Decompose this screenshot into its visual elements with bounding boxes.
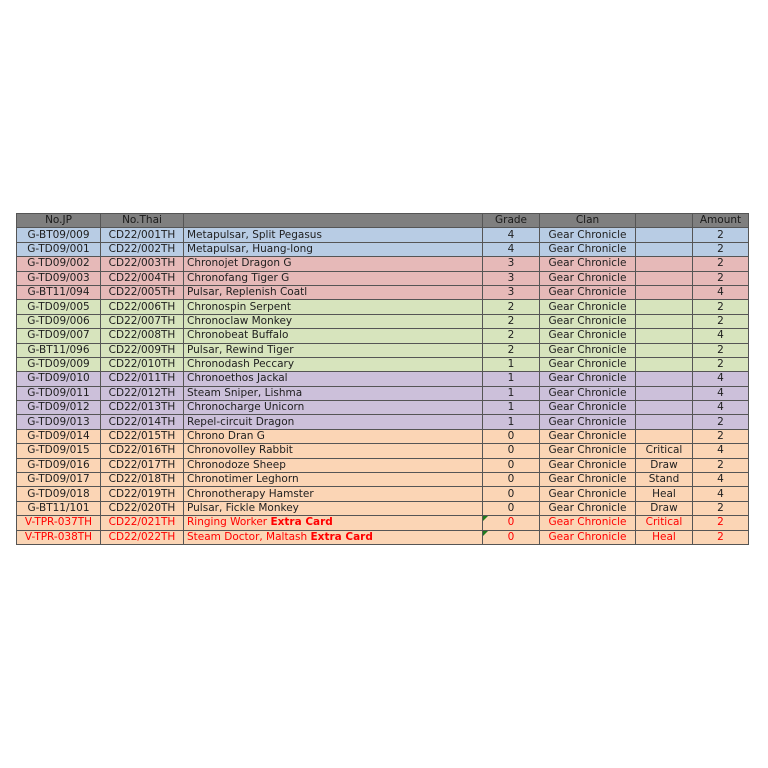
cell-trigger bbox=[636, 372, 693, 386]
card-name-text: Chronodash Peccary bbox=[187, 358, 295, 371]
cell-grade bbox=[483, 401, 540, 415]
card-name-text: Ringing Worker bbox=[187, 516, 268, 529]
cell-trigger bbox=[636, 415, 693, 429]
cell-grade bbox=[483, 458, 540, 472]
cell-clan: Gear Chronicle bbox=[540, 285, 636, 299]
cell-trigger: Heal bbox=[636, 487, 693, 501]
card-name-text: Chronoethos Jackal bbox=[187, 372, 288, 385]
table-row bbox=[17, 429, 749, 443]
cell-comment-flag-icon bbox=[483, 516, 488, 521]
table-row bbox=[17, 257, 749, 271]
card-name-text: Chronodoze Sheep bbox=[187, 458, 286, 471]
table-row bbox=[17, 372, 749, 386]
cell-amount: 2 bbox=[693, 415, 749, 429]
cell-no-thai: CD22/016TH bbox=[101, 444, 184, 458]
cell-clan: Gear Chronicle bbox=[540, 487, 636, 501]
cell-clan: Gear Chronicle bbox=[540, 343, 636, 357]
cell-no-thai: CD22/014TH bbox=[101, 415, 184, 429]
grade-value: 0 bbox=[507, 502, 515, 514]
card-name-text: Pulsar, Rewind Tiger bbox=[187, 343, 294, 356]
cell-card-name bbox=[184, 487, 483, 501]
cell-trigger: Draw bbox=[636, 458, 693, 472]
table-row bbox=[17, 473, 749, 487]
cell-trigger bbox=[636, 386, 693, 400]
cell-amount: 4 bbox=[693, 372, 749, 386]
cell-clan: Gear Chronicle bbox=[540, 357, 636, 371]
cell-grade bbox=[483, 429, 540, 443]
cell-grade bbox=[483, 473, 540, 487]
cell-no-thai: CD22/015TH bbox=[101, 429, 184, 443]
cell-no-thai: CD22/021TH bbox=[101, 516, 184, 530]
cell-amount: 2 bbox=[693, 458, 749, 472]
cell-no-jp: V-TPR-038TH bbox=[17, 530, 101, 544]
grade-value: 2 bbox=[507, 329, 515, 342]
card-name-text: Chronotherapy Hamster bbox=[187, 487, 314, 500]
cell-trigger bbox=[636, 343, 693, 357]
cell-clan: Gear Chronicle bbox=[540, 372, 636, 386]
cell-no-jp: G-TD09/014 bbox=[17, 429, 101, 443]
cell-amount: 4 bbox=[693, 329, 749, 343]
card-name-text: Metapulsar, Huang-long bbox=[187, 242, 313, 255]
header-no-jp: No.JP bbox=[17, 214, 101, 228]
cell-no-jp: G-BT11/096 bbox=[17, 343, 101, 357]
table-row bbox=[17, 501, 749, 515]
cell-no-thai: CD22/007TH bbox=[101, 314, 184, 328]
cell-card-name bbox=[184, 357, 483, 371]
cell-no-thai: CD22/018TH bbox=[101, 473, 184, 487]
cell-card-name bbox=[184, 300, 483, 314]
table-row bbox=[17, 314, 749, 328]
card-name-text: Repel-circuit Dragon bbox=[187, 415, 295, 428]
cell-amount: 2 bbox=[693, 271, 749, 285]
cell-amount: 2 bbox=[693, 530, 749, 544]
cell-grade bbox=[483, 530, 540, 544]
cell-grade bbox=[483, 329, 540, 343]
cell-grade bbox=[483, 501, 540, 515]
table-row bbox=[17, 530, 749, 544]
cell-no-jp: G-TD09/006 bbox=[17, 314, 101, 328]
cell-amount: 2 bbox=[693, 516, 749, 530]
card-name-text: Pulsar, Fickle Monkey bbox=[187, 502, 299, 514]
cell-clan: Gear Chronicle bbox=[540, 429, 636, 443]
grade-value: 2 bbox=[507, 343, 515, 356]
cell-no-jp: G-BT11/101 bbox=[17, 501, 101, 515]
grade-value: 4 bbox=[507, 228, 515, 241]
cell-card-name bbox=[184, 444, 483, 458]
cell-amount: 4 bbox=[693, 285, 749, 299]
cell-no-thai: CD22/001TH bbox=[101, 228, 184, 242]
cell-no-jp: G-TD09/002 bbox=[17, 257, 101, 271]
cell-amount: 2 bbox=[693, 343, 749, 357]
cell-no-jp: G-TD09/013 bbox=[17, 415, 101, 429]
grade-value: 0 bbox=[507, 487, 515, 500]
grade-value: 2 bbox=[507, 314, 515, 327]
cell-card-name bbox=[184, 285, 483, 299]
cell-no-thai: CD22/011TH bbox=[101, 372, 184, 386]
cell-amount: 2 bbox=[693, 300, 749, 314]
table-row bbox=[17, 329, 749, 343]
extra-card-label: Extra Card bbox=[310, 530, 373, 543]
cell-no-thai: CD22/022TH bbox=[101, 530, 184, 544]
cell-grade bbox=[483, 444, 540, 458]
cell-card-name bbox=[184, 271, 483, 285]
cell-card-name bbox=[184, 530, 483, 544]
cell-trigger: Draw bbox=[636, 501, 693, 515]
table-row bbox=[17, 458, 749, 472]
cell-clan: Gear Chronicle bbox=[540, 329, 636, 343]
cell-trigger bbox=[636, 329, 693, 343]
table-row bbox=[17, 487, 749, 501]
grade-value: 0 bbox=[507, 444, 515, 457]
grade-value: 3 bbox=[507, 286, 515, 299]
cell-no-thai: CD22/008TH bbox=[101, 329, 184, 343]
header-grade: Grade bbox=[483, 214, 540, 228]
header-trigger bbox=[636, 214, 693, 228]
cell-clan: Gear Chronicle bbox=[540, 386, 636, 400]
cell-trigger: Critical bbox=[636, 516, 693, 530]
cell-card-name bbox=[184, 401, 483, 415]
cell-trigger bbox=[636, 285, 693, 299]
cell-no-thai: CD22/009TH bbox=[101, 343, 184, 357]
cell-comment-flag-icon bbox=[483, 531, 488, 536]
header-clan: Clan bbox=[540, 214, 636, 228]
table-row bbox=[17, 271, 749, 285]
extra-card-label: Extra Card bbox=[270, 516, 333, 529]
cell-amount: 4 bbox=[693, 444, 749, 458]
cell-grade bbox=[483, 242, 540, 256]
cell-no-jp: G-TD09/012 bbox=[17, 401, 101, 415]
card-name-text: Chronocharge Unicorn bbox=[187, 401, 305, 414]
grade-value: 2 bbox=[507, 300, 515, 313]
cell-clan: Gear Chronicle bbox=[540, 401, 636, 415]
cell-clan: Gear Chronicle bbox=[540, 257, 636, 271]
cell-no-jp: G-BT11/094 bbox=[17, 285, 101, 299]
cell-amount: 4 bbox=[693, 487, 749, 501]
card-name-text: Metapulsar, Split Pegasus bbox=[187, 228, 322, 241]
table-row bbox=[17, 300, 749, 314]
cell-card-name bbox=[184, 242, 483, 256]
cell-card-name bbox=[184, 516, 483, 530]
cell-card-name bbox=[184, 329, 483, 343]
cell-no-jp: G-TD09/018 bbox=[17, 487, 101, 501]
cell-card-name bbox=[184, 257, 483, 271]
table-row bbox=[17, 285, 749, 299]
cell-clan: Gear Chronicle bbox=[540, 314, 636, 328]
cell-no-thai: CD22/013TH bbox=[101, 401, 184, 415]
card-name-text: Chronovolley Rabbit bbox=[187, 444, 293, 457]
grade-value: 1 bbox=[507, 386, 515, 399]
cell-grade bbox=[483, 257, 540, 271]
cell-no-jp: G-TD09/010 bbox=[17, 372, 101, 386]
grade-value: 0 bbox=[507, 458, 515, 471]
cell-no-jp: G-TD09/011 bbox=[17, 386, 101, 400]
cell-clan: Gear Chronicle bbox=[540, 458, 636, 472]
cell-card-name bbox=[184, 386, 483, 400]
cell-no-thai: CD22/020TH bbox=[101, 501, 184, 515]
cell-clan: Gear Chronicle bbox=[540, 271, 636, 285]
cell-trigger bbox=[636, 357, 693, 371]
card-name-text: Chronospin Serpent bbox=[187, 300, 291, 313]
cell-trigger bbox=[636, 300, 693, 314]
cell-card-name bbox=[184, 429, 483, 443]
cell-clan: Gear Chronicle bbox=[540, 228, 636, 242]
header-no-thai: No.Thai bbox=[101, 214, 184, 228]
cell-grade bbox=[483, 285, 540, 299]
table-row bbox=[17, 386, 749, 400]
cell-no-thai: CD22/002TH bbox=[101, 242, 184, 256]
grade-value: 0 bbox=[507, 430, 515, 443]
cell-grade bbox=[483, 386, 540, 400]
cell-no-thai: CD22/003TH bbox=[101, 257, 184, 271]
card-name-text: Steam Doctor, Maltash bbox=[187, 530, 308, 543]
cell-no-jp: G-TD09/017 bbox=[17, 473, 101, 487]
cell-clan: Gear Chronicle bbox=[540, 516, 636, 530]
cell-card-name bbox=[184, 343, 483, 357]
table-row bbox=[17, 401, 749, 415]
cell-grade bbox=[483, 300, 540, 314]
cell-trigger bbox=[636, 271, 693, 285]
cell-no-jp: G-TD09/015 bbox=[17, 444, 101, 458]
card-name-text: Chronotimer Leghorn bbox=[187, 473, 299, 486]
cell-trigger bbox=[636, 401, 693, 415]
cell-card-name bbox=[184, 372, 483, 386]
cell-trigger bbox=[636, 314, 693, 328]
cell-card-name bbox=[184, 458, 483, 472]
cell-amount: 2 bbox=[693, 501, 749, 515]
cell-clan: Gear Chronicle bbox=[540, 415, 636, 429]
cell-no-thai: CD22/012TH bbox=[101, 386, 184, 400]
card-name-text: Chronojet Dragon G bbox=[187, 257, 292, 270]
cell-grade bbox=[483, 372, 540, 386]
cell-no-thai: CD22/017TH bbox=[101, 458, 184, 472]
table-row bbox=[17, 242, 749, 256]
card-name-text: Steam Sniper, Lishma bbox=[187, 386, 303, 399]
cell-trigger: Heal bbox=[636, 530, 693, 544]
cell-grade bbox=[483, 314, 540, 328]
grade-value: 1 bbox=[507, 401, 515, 414]
cell-card-name bbox=[184, 501, 483, 515]
cell-amount: 4 bbox=[693, 473, 749, 487]
cell-trigger: Stand bbox=[636, 473, 693, 487]
cell-trigger bbox=[636, 257, 693, 271]
cell-clan: Gear Chronicle bbox=[540, 300, 636, 314]
cell-no-thai: CD22/010TH bbox=[101, 357, 184, 371]
cell-grade bbox=[483, 228, 540, 242]
cell-no-jp: G-TD09/003 bbox=[17, 271, 101, 285]
card-list-table bbox=[16, 213, 749, 545]
cell-grade bbox=[483, 271, 540, 285]
header-card-name bbox=[184, 214, 483, 228]
grade-value: 0 bbox=[507, 530, 515, 543]
table-row bbox=[17, 343, 749, 357]
cell-amount: 2 bbox=[693, 242, 749, 256]
cell-amount: 4 bbox=[693, 401, 749, 415]
cell-clan: Gear Chronicle bbox=[540, 444, 636, 458]
cell-no-jp: G-TD09/007 bbox=[17, 329, 101, 343]
cell-grade bbox=[483, 487, 540, 501]
cell-no-thai: CD22/004TH bbox=[101, 271, 184, 285]
grade-value: 1 bbox=[507, 372, 515, 385]
cell-no-jp: G-TD09/009 bbox=[17, 357, 101, 371]
cell-trigger bbox=[636, 429, 693, 443]
cell-amount: 2 bbox=[693, 257, 749, 271]
cell-no-jp: V-TPR-037TH bbox=[17, 516, 101, 530]
cell-card-name bbox=[184, 415, 483, 429]
header-amount: Amount bbox=[693, 214, 749, 228]
card-name-text: Pulsar, Replenish Coatl bbox=[187, 286, 308, 299]
header-row bbox=[17, 214, 749, 228]
grade-value: 0 bbox=[507, 473, 515, 486]
cell-card-name bbox=[184, 314, 483, 328]
grade-value: 3 bbox=[507, 271, 515, 284]
cell-amount: 4 bbox=[693, 386, 749, 400]
cell-card-name bbox=[184, 228, 483, 242]
card-name-text: Chronofang Tiger G bbox=[187, 271, 290, 284]
table-row bbox=[17, 444, 749, 458]
cell-no-jp: G-BT09/009 bbox=[17, 228, 101, 242]
cell-clan: Gear Chronicle bbox=[540, 473, 636, 487]
cell-amount: 2 bbox=[693, 228, 749, 242]
cell-no-jp: G-TD09/001 bbox=[17, 242, 101, 256]
cell-trigger bbox=[636, 242, 693, 256]
cell-grade bbox=[483, 516, 540, 530]
cell-amount: 2 bbox=[693, 314, 749, 328]
card-name-text: Chronoclaw Monkey bbox=[187, 314, 293, 327]
cell-card-name bbox=[184, 473, 483, 487]
cell-amount: 2 bbox=[693, 429, 749, 443]
grade-value: 3 bbox=[507, 257, 515, 270]
cell-no-jp: G-TD09/016 bbox=[17, 458, 101, 472]
cell-no-thai: CD22/005TH bbox=[101, 285, 184, 299]
cell-grade bbox=[483, 415, 540, 429]
grade-value: 0 bbox=[507, 516, 515, 529]
cell-grade bbox=[483, 343, 540, 357]
cell-amount: 2 bbox=[693, 357, 749, 371]
grade-value: 1 bbox=[507, 358, 515, 371]
table-row bbox=[17, 228, 749, 242]
cell-clan: Gear Chronicle bbox=[540, 530, 636, 544]
cell-no-jp: G-TD09/005 bbox=[17, 300, 101, 314]
card-name-text: Chronobeat Buffalo bbox=[187, 329, 289, 342]
table-row bbox=[17, 415, 749, 429]
grade-value: 1 bbox=[507, 415, 515, 428]
cell-clan: Gear Chronicle bbox=[540, 242, 636, 256]
card-name-text: Chrono Dran G bbox=[187, 430, 265, 443]
table-row bbox=[17, 516, 749, 530]
cell-no-thai: CD22/006TH bbox=[101, 300, 184, 314]
table-row bbox=[17, 357, 749, 371]
cell-grade bbox=[483, 357, 540, 371]
cell-trigger bbox=[636, 228, 693, 242]
cell-clan: Gear Chronicle bbox=[540, 501, 636, 515]
cell-trigger: Critical bbox=[636, 444, 693, 458]
grade-value: 4 bbox=[507, 242, 515, 255]
cell-no-thai: CD22/019TH bbox=[101, 487, 184, 501]
